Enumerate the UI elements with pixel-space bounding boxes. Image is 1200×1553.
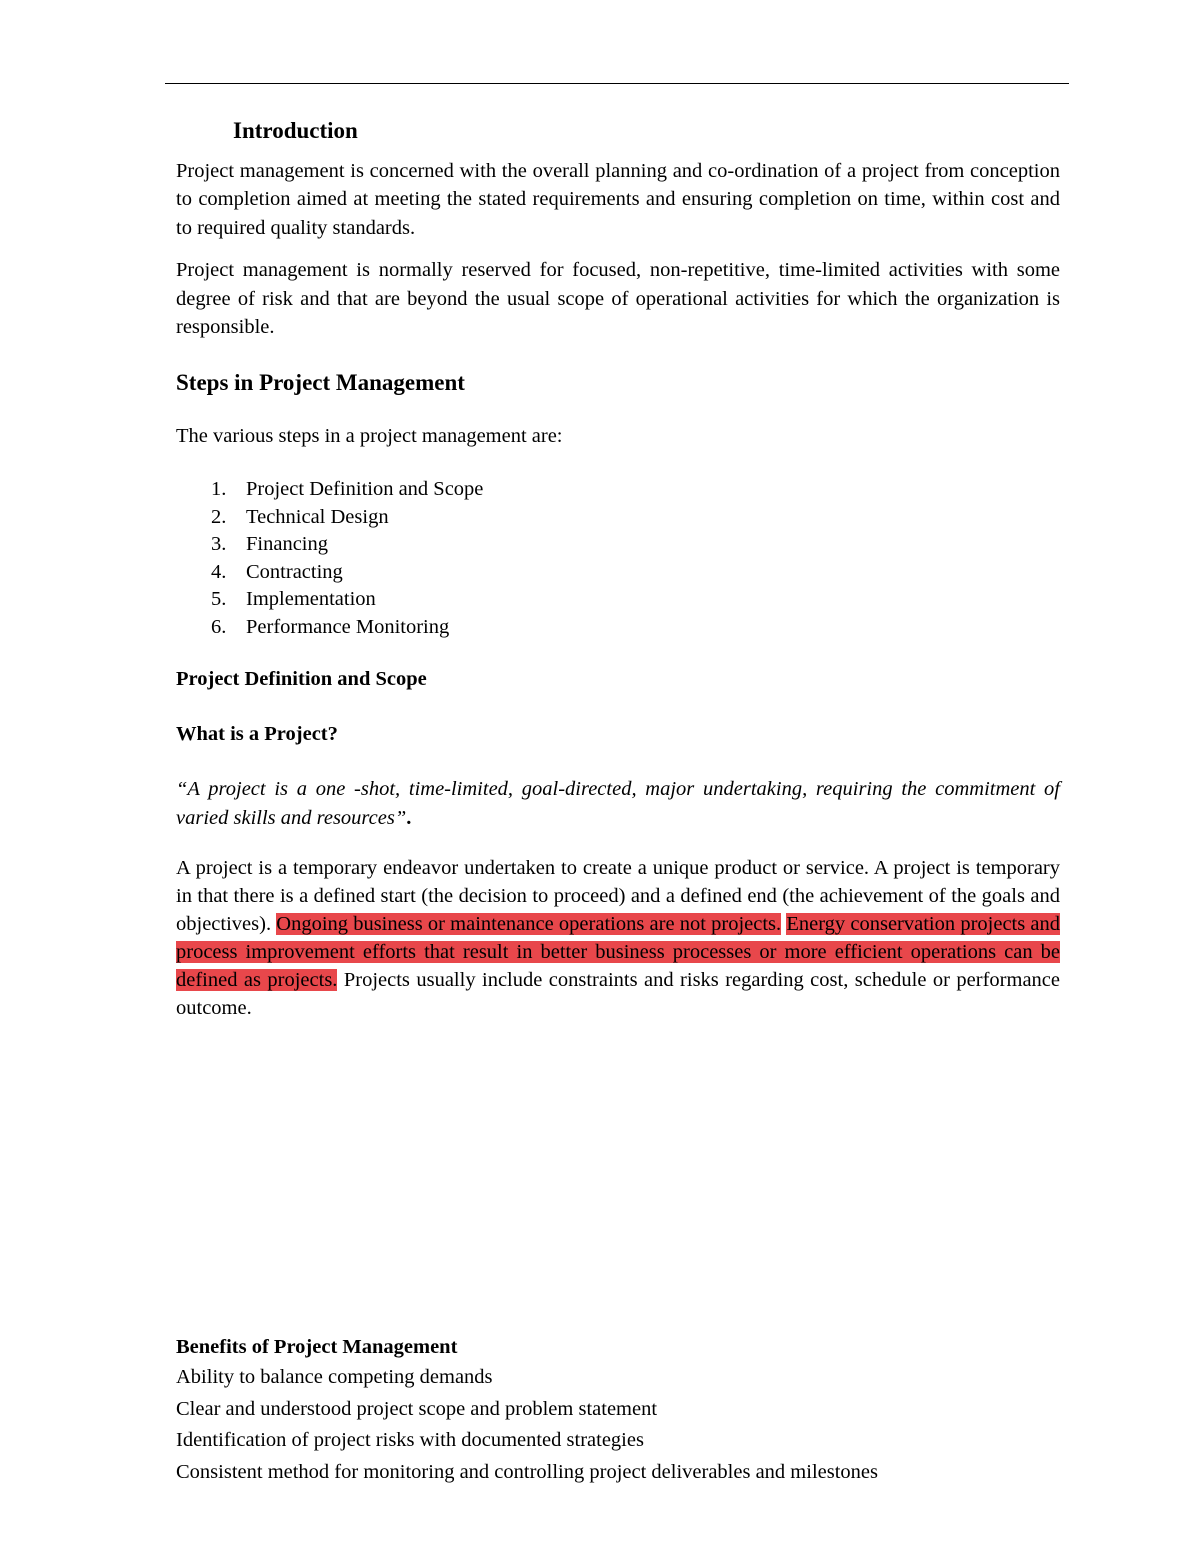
list-item-number: 1. (211, 478, 227, 501)
quote-period: . (406, 807, 412, 830)
steps-lead: The various steps in a project management are: (176, 425, 563, 448)
list-item-number: 5. (211, 588, 227, 611)
steps-list (176, 476, 1060, 641)
list-item-text: Project Definition and Scope (246, 478, 484, 501)
benefits-heading: Benefits of Project Management (176, 1336, 458, 1358)
list-item (176, 586, 1060, 614)
list-item (176, 476, 1060, 504)
list-item-number: 4. (211, 560, 227, 583)
steps-heading: Steps in Project Management (176, 369, 465, 395)
intro-paragraph-1: Project management is concerned with the overall planning and co-ordination of a project from conception to completion aimed at meeting the stated requirements and ensuring completion on time, within cost and to required quality standards. (176, 159, 1060, 239)
what-is-project-heading: What is a Project? (176, 723, 338, 746)
header-rule (165, 83, 1069, 84)
list-item (176, 559, 1060, 587)
highlighted-text-1: Ongoing business or maintenance operations are not projects. (276, 913, 782, 936)
list-item (176, 531, 1060, 559)
definition-heading: Project Definition and Scope (176, 668, 427, 691)
intro-paragraph-2: Project management is normally reserved for focused, non-repetitive, time-limited activities with some degree of risk and that are beyond the usual scope of operational activities for which the organization is responsible. (176, 259, 1060, 339)
benefit-line: Identification of project risks with documented strategies (176, 1429, 644, 1451)
list-item (176, 504, 1060, 532)
list-item-text: Performance Monitoring (246, 615, 450, 638)
list-item-number: 2. (211, 505, 227, 528)
benefit-line: Clear and understood project scope and problem statement (176, 1397, 658, 1420)
list-item-number: 6. (211, 615, 227, 638)
benefits-section (176, 1332, 1060, 1488)
project-quote (176, 775, 1060, 833)
list-item-text: Implementation (246, 588, 376, 611)
list-item-number: 3. (211, 533, 227, 556)
paragraph-text-start: A project is a temporary endeavor undertaken to create a unique product or service. A project is temporary in that there is a defined start (the decision to proceed) and a defined end (the achievement of the goals and objectives). (176, 857, 1060, 936)
quote-text: “A project is a one -shot, time-limited, goal-directed, major undertaking, requiring the commitment of varied skills and resources” (176, 778, 1060, 830)
project-paragraph (176, 854, 1060, 1022)
list-item-text: Technical Design (246, 505, 389, 528)
paragraph-text-end: Projects usually include constraints and risks regarding cost, schedule or performance outcome. (176, 969, 1060, 1020)
introduction-heading: Introduction (233, 118, 358, 143)
list-item-text: Financing (246, 533, 328, 556)
highlighted-text-2: Energy conservation projects and process improvement efforts that result in better business processes or more efficient operations can be defined as projects. (176, 913, 1061, 992)
benefit-line: Consistent method for monitoring and controlling project deliverables and milestones (176, 1460, 878, 1483)
list-item (176, 614, 1060, 642)
benefit-line: Ability to balance competing demands (176, 1366, 493, 1388)
document-body (176, 117, 1060, 1022)
list-item-text: Contracting (246, 560, 343, 583)
